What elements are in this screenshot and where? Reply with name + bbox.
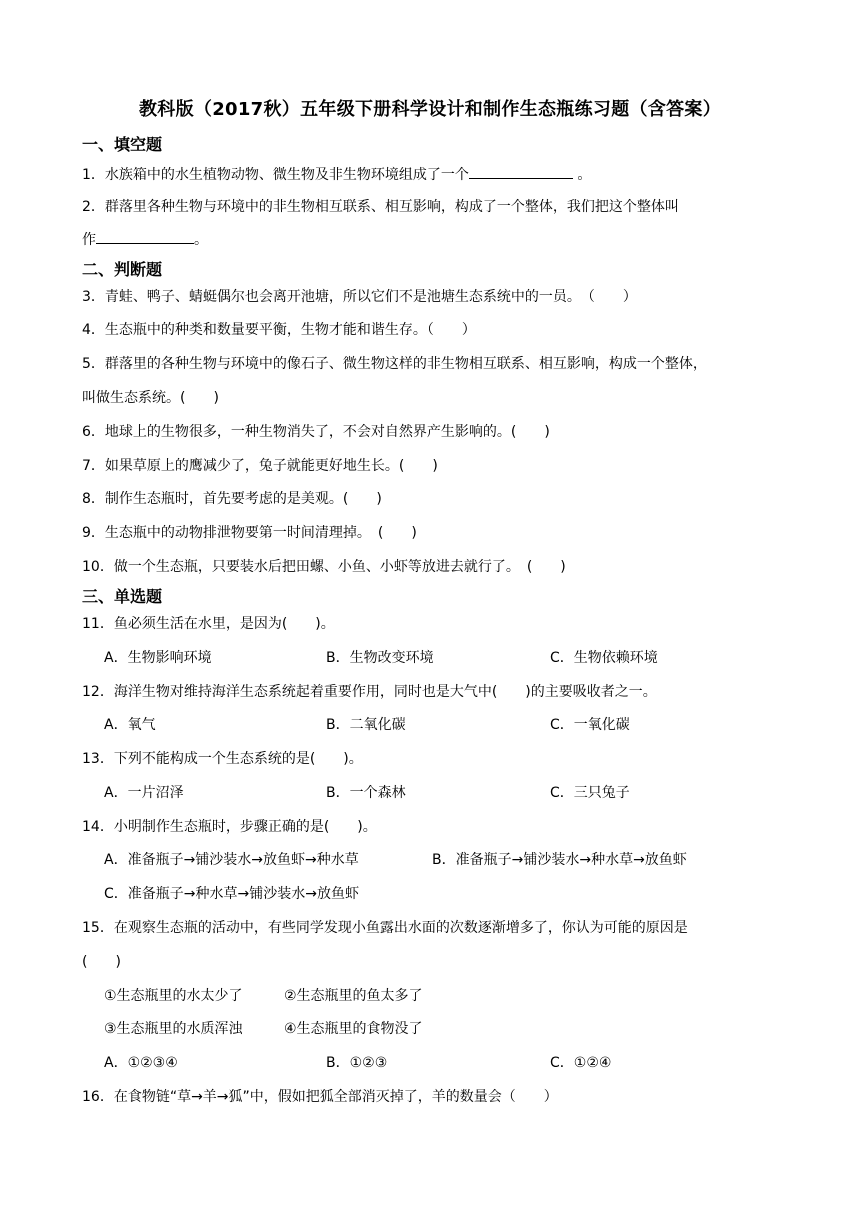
question-11-option-a[interactable]: A．生物影响环境	[104, 650, 212, 666]
question-13-option-c[interactable]: C．三只兔子	[550, 785, 630, 801]
question-8: 8．制作生态瓶时，首先要考虑的是美观。( )	[82, 491, 382, 507]
answer-blank[interactable]	[96, 229, 194, 244]
question-6: 6．地球上的生物很多，一种生物消失了，不会对自然界产生影响的。( )	[82, 424, 550, 440]
question-11-option-b[interactable]: B．生物改变环境	[326, 650, 434, 666]
question-7: 7．如果草原上的鹰减少了，兔子就能更好地生长。( )	[82, 458, 438, 474]
question-2-end: 。	[194, 232, 208, 248]
question-13-option-b[interactable]: B．一个森林	[326, 785, 406, 801]
section-single-choice: 三、单选题	[82, 587, 163, 606]
question-10: 10．做一个生态瓶，只要装水后把田螺、小鱼、小虾等放进去就行了。 ( )	[82, 559, 566, 575]
question-9: 9．生态瓶中的动物排泄物要第一时间清理掉。 ( )	[82, 525, 417, 541]
question-15: 15．在观察生态瓶的活动中，有些同学发现小鱼露出水面的次数逐渐增多了，你认为可能的原因是	[82, 920, 688, 936]
question-14-option-a[interactable]: A．准备瓶子→铺沙装水→放鱼虾→种水草	[104, 852, 359, 868]
question-15-option-c[interactable]: C．①②④	[550, 1055, 612, 1071]
question-15-answer-paren: ( )	[82, 954, 121, 970]
question-4: 4．生态瓶中的种类和数量要平衡，生物才能和谐生存。（ ）	[82, 322, 476, 338]
question-15-option-b[interactable]: B．①②③	[326, 1055, 388, 1071]
question-2-text: 作	[82, 232, 96, 248]
question-12-option-c[interactable]: C．一氧化碳	[550, 717, 630, 733]
question-15-statement-1: ①生态瓶里的水太少了	[104, 988, 243, 1004]
question-11-option-c[interactable]: C．生物依赖环境	[550, 650, 658, 666]
question-15-statement-2: ②生态瓶里的鱼太多了	[284, 988, 423, 1004]
question-5-line-2: 叫做生态系统。( )	[82, 390, 219, 406]
question-1-text: 1．水族箱中的水生植物动物、微生物及非生物环境组成了一个	[82, 167, 469, 183]
document-title: 教科版（2017秋）五年级下册科学设计和制作生态瓶练习题（含答案）	[139, 99, 721, 120]
question-15-statement-4: ④生态瓶里的食物没了	[284, 1021, 423, 1037]
question-15-option-a[interactable]: A．①②③④	[104, 1055, 178, 1071]
answer-blank[interactable]	[469, 164, 573, 179]
question-12-option-a[interactable]: A．氧气	[104, 717, 156, 733]
section-true-false: 二、判断题	[82, 260, 163, 279]
question-14-option-c[interactable]: C．准备瓶子→种水草→铺沙装水→放鱼虾	[104, 886, 359, 902]
question-12: 12．海洋生物对维持海洋生态系统起着重要作用，同时也是大气中( )的主要吸收者之一。	[82, 684, 657, 700]
question-1-end: 。	[572, 167, 592, 183]
question-14-option-b[interactable]: B．准备瓶子→铺沙装水→种水草→放鱼虾	[432, 852, 687, 868]
question-14: 14．小明制作生态瓶时，步骤正确的是( )。	[82, 819, 377, 835]
question-1	[82, 164, 591, 184]
question-13: 13．下列不能构成一个生态系统的是( )。	[82, 751, 363, 767]
question-15-statement-3: ③生态瓶里的水质浑浊	[104, 1021, 243, 1037]
question-2-line-2	[82, 229, 208, 249]
question-3: 3．青蛙、鸭子、蜻蜓偶尔也会离开池塘，所以它们不是池塘生态系统中的一员。 （ ）	[82, 289, 637, 305]
question-11: 11．鱼必须生活在水里，是因为( )。	[82, 616, 335, 632]
section-fill-in: 一、填空题	[82, 135, 163, 154]
question-2-line-1: 2．群落里各种生物与环境中的非生物相互联系、相互影响，构成了一个整体，我们把这个整体叫	[82, 199, 679, 215]
question-5-line-1: 5．群落里的各种生物与环境中的像石子、微生物这样的非生物相互联系、相互影响，构成一个整体，	[82, 356, 707, 372]
question-13-option-a[interactable]: A．一片沼泽	[104, 785, 184, 801]
question-12-option-b[interactable]: B．二氧化碳	[326, 717, 406, 733]
question-16: 16．在食物链“草→羊→狐”中，假如把狐全部消灭掉了，羊的数量会（ ）	[82, 1089, 558, 1105]
